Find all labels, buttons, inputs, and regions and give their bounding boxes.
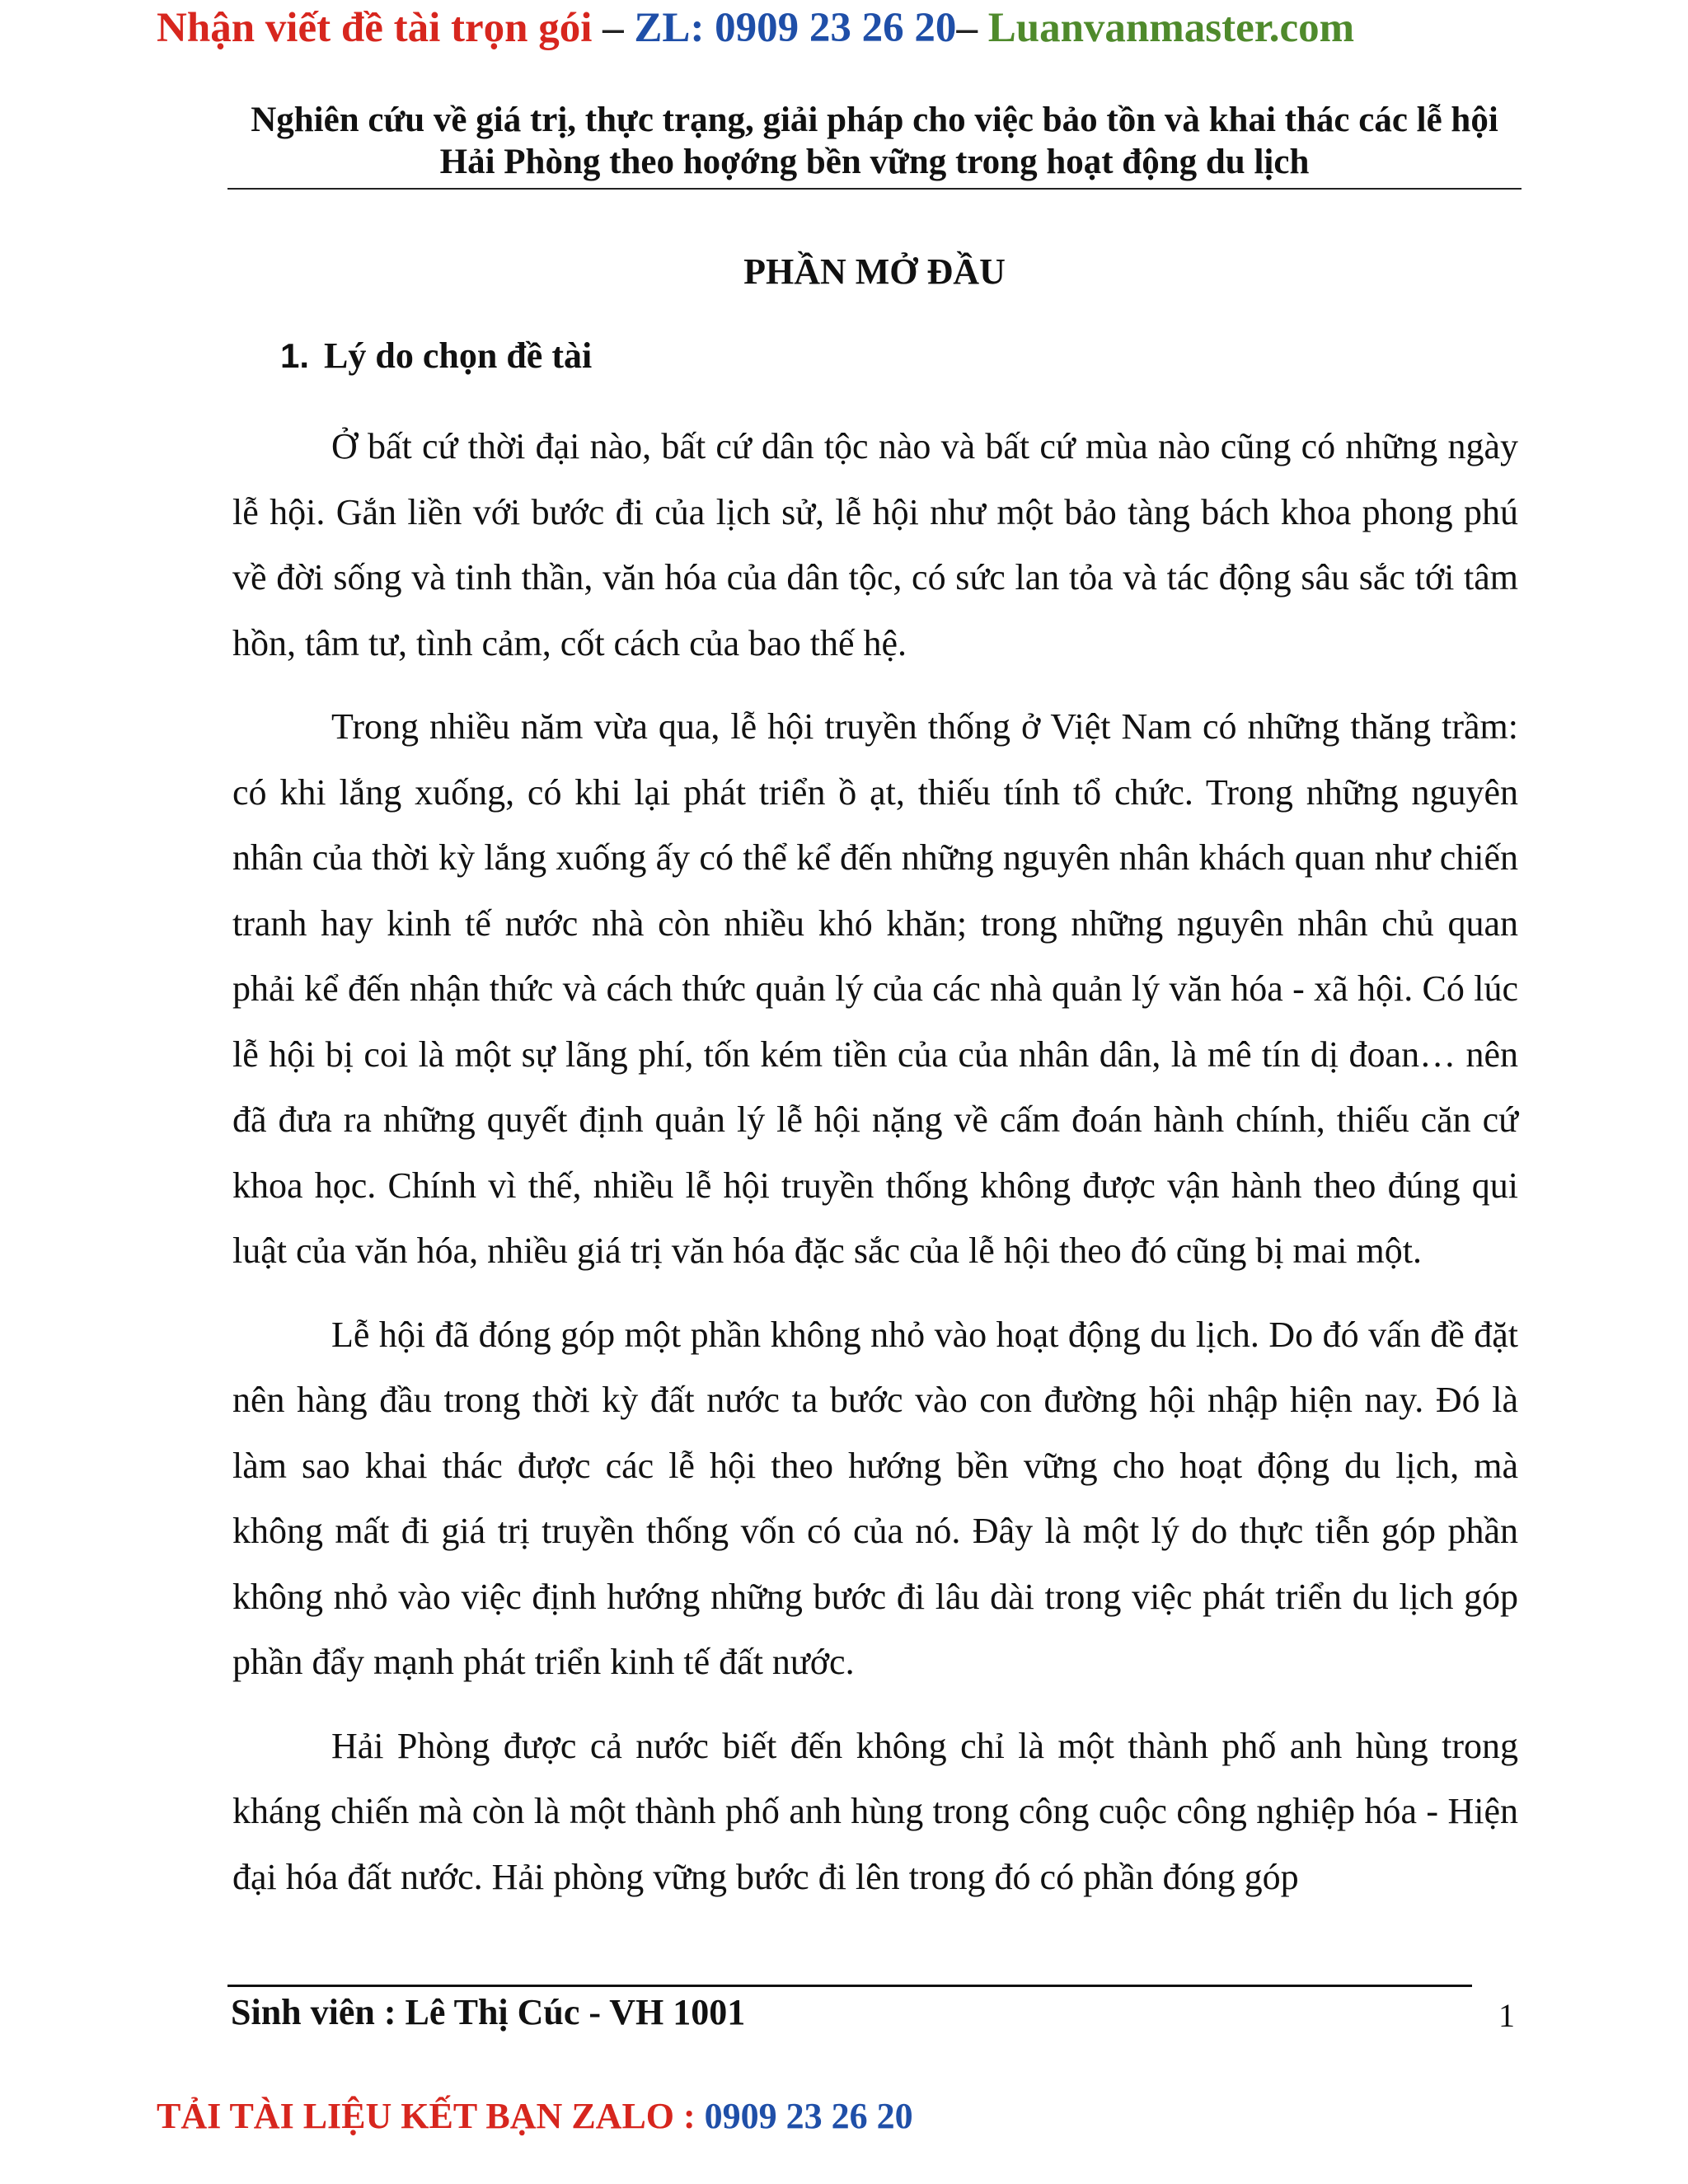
banner-zalo-phone: ZL: 0909 23 26 20 bbox=[634, 5, 957, 51]
banner-separator-2: – bbox=[956, 5, 988, 51]
section-heading bbox=[280, 331, 592, 381]
bottom-promo-banner bbox=[157, 2092, 913, 2141]
section-number: 1. bbox=[280, 336, 310, 375]
top-promo-banner bbox=[157, 3, 1354, 53]
body-text bbox=[232, 414, 1518, 1928]
paragraph: Lễ hội đã đóng góp một phần không nhỏ vào hoạt động du lịch. Do đó vấn đề đặt nên hàng đầu trong thời kỳ đất nước ta bước vào con đường hội nhập hiện nay. Đó là làm sao khai thác được các lễ hội theo hướng bền vững cho hoạt động du lịch, mà không mất đi giá trị truyền thống vốn có của nó. Đây là một lý do thực tiễn góp phần không nhỏ vào việc định hướng những bước đi lâu dài trong việc phát triển du lịch góp phần đẩy mạnh phát triển kinh tế đất nước. bbox=[232, 1314, 1518, 1682]
paragraph: Hải Phòng được cả nước biết đến không chỉ là một thành phố anh hùng trong kháng chiến mà còn là một thành phố anh hùng trong công cuộc công nghiệp hóa - Hiện đại hóa đất nước. Hải phòng vững bước đi lên trong đó có phần đóng góp bbox=[232, 1725, 1518, 1897]
header-divider bbox=[227, 188, 1522, 190]
part-title: PHẦN MỞ ĐẦU bbox=[743, 251, 1006, 292]
paragraph: Trong nhiều năm vừa qua, lễ hội truyền thống ở Việt Nam có những thăng trầm: có khi lắng xuống, có khi lại phát triển ồ ạt, thiếu tính tổ chức. Trong những nguyên nhân của thời kỳ lắng xuống ấy có thể kể đến những nguyên nhân khách quan như chiến tranh hay kinh tế nước nhà còn nhiều khó khăn; trong những nguyên nhân chủ quan phải kể đến nhận thức và cách thức quản lý của các nhà quản lý văn hóa - xã hội. Có lúc lễ hội bị coi là một sự lãng phí, tốn kém tiền của của nhân dân, là mê tín dị đoan… nên đã đưa ra những quyết định quản lý lễ hội nặng về cấm đoán hành chính, thiếu căn cứ khoa học. Chính vì thế, nhiều lễ hội truyền thống không được vận hành theo đúng qui luật của văn hóa, nhiều giá trị văn hóa đặc sắc của lễ hội theo đó cũng bị mai một. bbox=[232, 706, 1518, 1271]
footer-student-info: Sinh viên : Lê Thị Cúc - VH 1001 bbox=[231, 1992, 746, 2032]
page-number: 1 bbox=[1498, 1997, 1515, 2034]
section-title: Lý do chọn đề tài bbox=[324, 335, 593, 376]
banner-service-text: Nhận viết đề tài trọn gói bbox=[157, 5, 593, 51]
bottom-banner-label: TẢI TÀI LIỆU KẾT BẠN ZALO : bbox=[157, 2096, 705, 2136]
banner-separator-1: – bbox=[592, 5, 635, 51]
bottom-banner-phone: 0909 23 26 20 bbox=[704, 2096, 913, 2136]
paragraph: Ở bất cứ thời đại nào, bất cứ dân tộc nào và bất cứ mùa nào cũng có những ngày lễ hội. Gắn liền với bước đi của lịch sử, lễ hội như một bảo tàng bách khoa phong phú về đời sống và tinh thần, văn hóa của dân tộc, có sức lan tỏa và tác động sâu sắc tới tâm hồn, tâm tư, tình cảm, cốt cách của bao thế hệ. bbox=[232, 426, 1518, 663]
footer-divider bbox=[227, 1985, 1472, 1987]
banner-website-link[interactable]: Luanvanmaster.com bbox=[987, 5, 1355, 51]
document-running-title: Nghiên cứu về giá trị, thực trạng, giải pháp cho việc bảo tồn và khai thác các lễ hội Hải Phòng theo hoợớng bền vững trong hoạt động du lịch bbox=[251, 101, 1498, 181]
